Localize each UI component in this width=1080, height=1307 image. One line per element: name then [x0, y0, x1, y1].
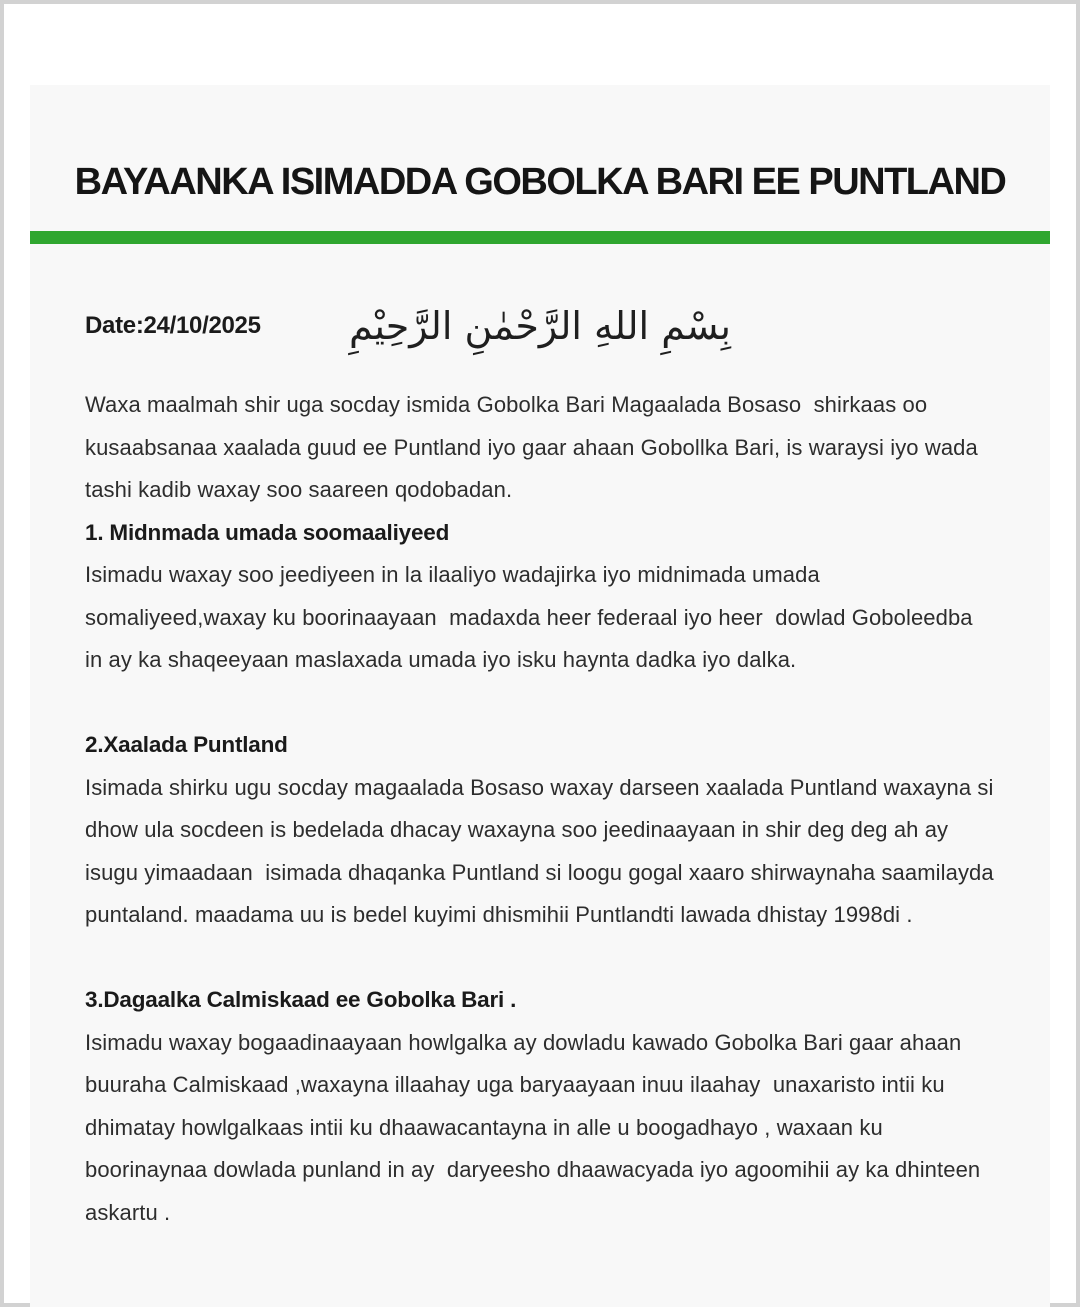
- document-body: [30, 384, 1050, 1294]
- document-page: [30, 85, 1050, 1307]
- section-body: Isimada shirku ugu socday magaalada Bosaso waxay darseen xaalada Puntland waxayna si dhow ula socdeen is bedelada dhacay waxayna soo jeedinaayaan in shir deg deg ah ay isugu yimaadaan isimada dhaqanka Puntland si loogu gogal xaaro shirwaynaha saamilayda puntaland. maadama uu is bedel kuyimi dhismihii Puntlandti lawada dhistay 1998di .: [85, 774, 1000, 927]
- section-heading: 1. Midnmada umada soomaaliyeed: [85, 519, 450, 545]
- section-heading: 3.Dagaalka Calmiskaad ee Gobolka Bari .: [85, 987, 517, 1012]
- accent-divider: [30, 231, 1050, 244]
- section-xaalada-puntland: [85, 724, 1000, 937]
- section-heading: 2.Xaalada Puntland: [85, 732, 288, 757]
- section-midnimada: [85, 512, 995, 682]
- section-dagaalka-calmiskaad: [85, 979, 995, 1234]
- page-title: BAYAANKA ISIMADDA GOBOLKA BARI EE PUNTLAND: [74, 161, 1006, 203]
- section-body: Isimadu waxay soo jeediyeen in la ilaaliyo wadajirka iyo midnimada umada somaliyeed,waxay ku boorinaayaan madaxda heer federaal iyo heer dowlad Goboleedba in ay ka shaqeeyaan maslaxada umada iyo isku haynta dadka iyo dalka.: [85, 562, 979, 672]
- date-label: Date:24/10/2025: [85, 312, 261, 339]
- intro-paragraph: Waxa maalmah shir uga socday ismida Gobolka Bari Magaalada Bosaso shirkaas oo kusaabsanaa xaalada guud ee Puntland iyo gaar ahaan Gobollka Bari, is waraysi iyo wada tashi kadib waxay soo saareen qodobadan.: [85, 392, 985, 502]
- bismillah-calligraphy: بِسْمِ اللهِ الرَّحْمٰنِ الرَّحِيْمِ: [349, 304, 731, 348]
- section-body: Isimadu waxay bogaadinaayaan howlgalka ay dowladu kawado Gobolka Bari gaar ahaan buuraha Calmiskaad ,waxayna illaahay uga baryaayaan inuu ilaahay unaxaristo intii ku dhimatay howlgalkaas intii ku dhaawacantayna in alle u boogadhayo , waxaan ku boorinaynaa dowlada punland in ay daryeesho dhaawacyada iyo agoomihii ay ka dhinteen askartu .: [85, 1029, 987, 1225]
- date-row: [30, 290, 1050, 362]
